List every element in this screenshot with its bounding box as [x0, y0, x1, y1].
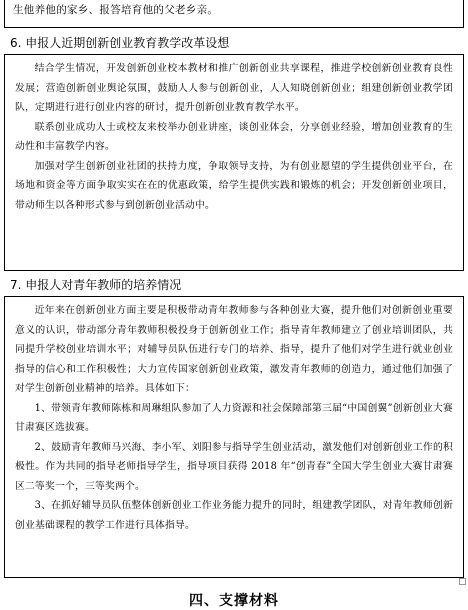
section-7-paragraph: 3、在抓好辅导员队伍整体创新创业工作业务能力提升的同时，组建教学团队，对青年教师创新创业基础课程的教学工作进行具体指导。: [15, 500, 453, 531]
section-6-paragraph: 联系创业成功人士或校友来校举办创业讲座，谈创业体会，分享创业经验，增加创业教育的生动性和丰富教学内容。: [15, 121, 453, 152]
section-7-box: [4, 296, 464, 578]
section-6-heading: 6. 申报人近期创新创业教育教学改革设想: [10, 36, 230, 50]
section-6-box: [4, 54, 464, 271]
section-7-heading: 7. 申报人对青年教师的培养情况: [10, 278, 182, 292]
previous-section-text: 生他养他的家乡、报答培育他的父老乡亲。: [13, 4, 219, 16]
section-6-paragraph: 加强对学生创新创业社团的扶持力度，争取领导支持，为有创业愿望的学生提供创业平台，在场地和资金等方面争取实实在在的优惠政策，给学生提供实践和锻炼的机会；开发创新创业项目，带动师生以各种形式参与到创新创业活动中。: [15, 160, 453, 211]
section-7-paragraph: 2、鼓励青年教师马兴海、李小军、刘阳参与指导学生创业活动，激发他们对创新创业工作的积极性。作为共同的指导老师指导学生，指导项目获得 2018 年“创青春”全国大学生创业大赛甘肃赛区二等奖一个，三等奖两个。: [15, 441, 453, 492]
previous-section-box: [4, 0, 464, 28]
section-4-title: 四、支撑材料: [189, 593, 279, 609]
section-6-paragraph: 结合学生情况，开发创新创业校本教材和推广创新创业共享课程，推进学校创新创业教育良性发展；营造创新创业舆论氛围，鼓励人人参与创新创业，人人知晓创新创业；组建创新创业教学团队，定期进行进行创业内容的研讨，提升创新创业教育教学水平。: [15, 63, 453, 113]
section-7-paragraph: 1、带领青年教师陈栋和周琳组队参加了人力资源和社会保障部第三届“中国创翼”创新创业大赛甘肃赛区选拔赛。: [15, 402, 453, 433]
section-7-paragraph: 近年来在创新创业方面主要是积极带动青年教师参与各种创业大赛，提升他们对创新创业重要意义的认识，带动部分青年教师积极投身于创新创业工作；指导青年教师建立了创业培训团队，共同提升学校创业培训水平；对辅导员队伍进行专门的培养、指导，提升了他们对学生进行就业创业指导的信心和工作积极性；大力宣传国家创新创业政策，激发青年教师的创造力，通过他们加强了对学生创新创业精神的培养。具体如下：: [15, 305, 453, 394]
page-corner-mark: [459, 578, 466, 585]
